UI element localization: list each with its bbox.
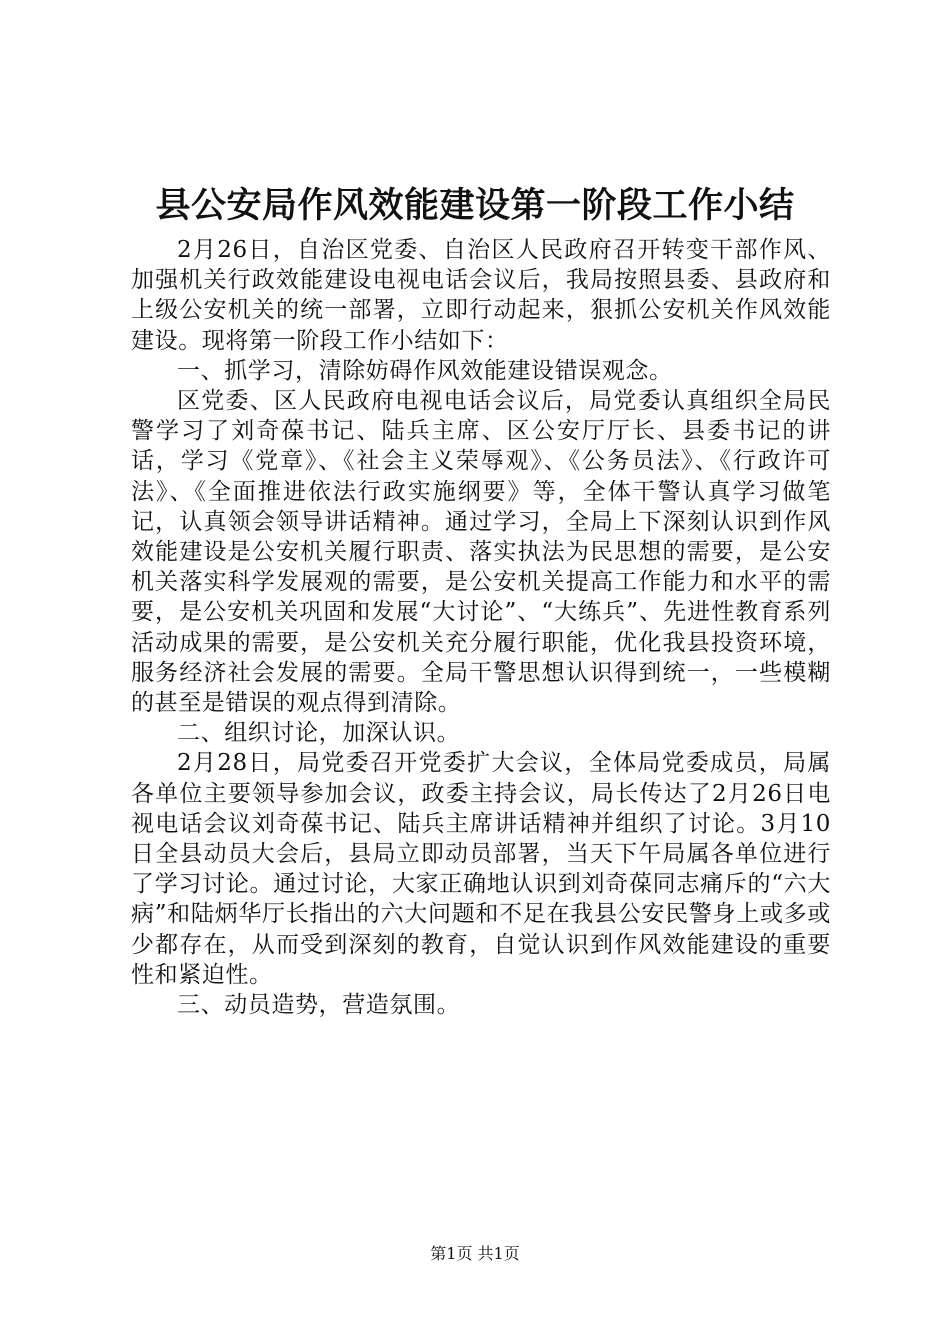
page-footer: 第1页 共1页 bbox=[430, 1244, 520, 1263]
section-heading-2: 二、组织讨论，加深认识。 bbox=[177, 720, 461, 747]
section-heading-1: 一、抓学习，清除妨碍作风效能建设错误观念。 bbox=[177, 357, 673, 384]
document-title: 县公安局作风效能建设第一阶段工作小结 bbox=[155, 185, 795, 226]
section-paragraph-2: 2月28日，局党委召开党委扩大会议，全体局党委成员，局属各单位主要领导参加会议，政委主持会议，局长传达了2月26日电视电话会议刘奇葆书记、陆兵主席讲话精神并组织了讨论。3月10日全县动员大会后，县局立即动员部署，当天下午局属各单位进行了学习讨论。通过讨论，大家正确地认识到刘奇葆同志痛斥的“六大病”和陆炳华厅长指出的六大问题和不足在我县公安民警身上或多或少都存在，从而受到深刻的教育，自觉认识到作风效能建设的重要性和紧迫性。 bbox=[131, 750, 831, 988]
section-paragraph-1: 区党委、区人民政府电视电话会议后，局党委认真组织全局民警学习了刘奇葆书记、陆兵主席、区公安厅厅长、县委书记的讲话，学习《党章》、《社会主义荣辱观》、《公务员法》、《行政许可法》、《全面推进依法行政实施纲要》等，全体干警认真学习做笔记，认真领会领导讲话精神。通过学习，全局上下深刻认识到作风效能建设是公安机关履行职责、落实执法为民思想的需要，是公安机关落实科学发展观的需要，是公安机关提高工作能力和水平的需要，是公安机关巩固和发展“大讨论”、“大练兵”、先进性教育系列活动成果的需要，是公安机关充分履行职能，优化我县投资环境，服务经济社会发展的需要。全局干警思想认识得到统一，一些模糊的甚至是错误的观点得到清除。 bbox=[131, 388, 831, 717]
document-body bbox=[131, 235, 831, 1020]
section-heading-3: 三、动员造势，营造氛围。 bbox=[177, 992, 461, 1019]
intro-paragraph: 2月26日，自治区党委、自治区人民政府召开转变干部作风、加强机关行政效能建设电视电话会议后，我局按照县委、县政府和上级公安机关的统一部署，立即行动起来，狠抓公安机关作风效能建设。现将第一阶段工作小结如下： bbox=[131, 237, 831, 354]
